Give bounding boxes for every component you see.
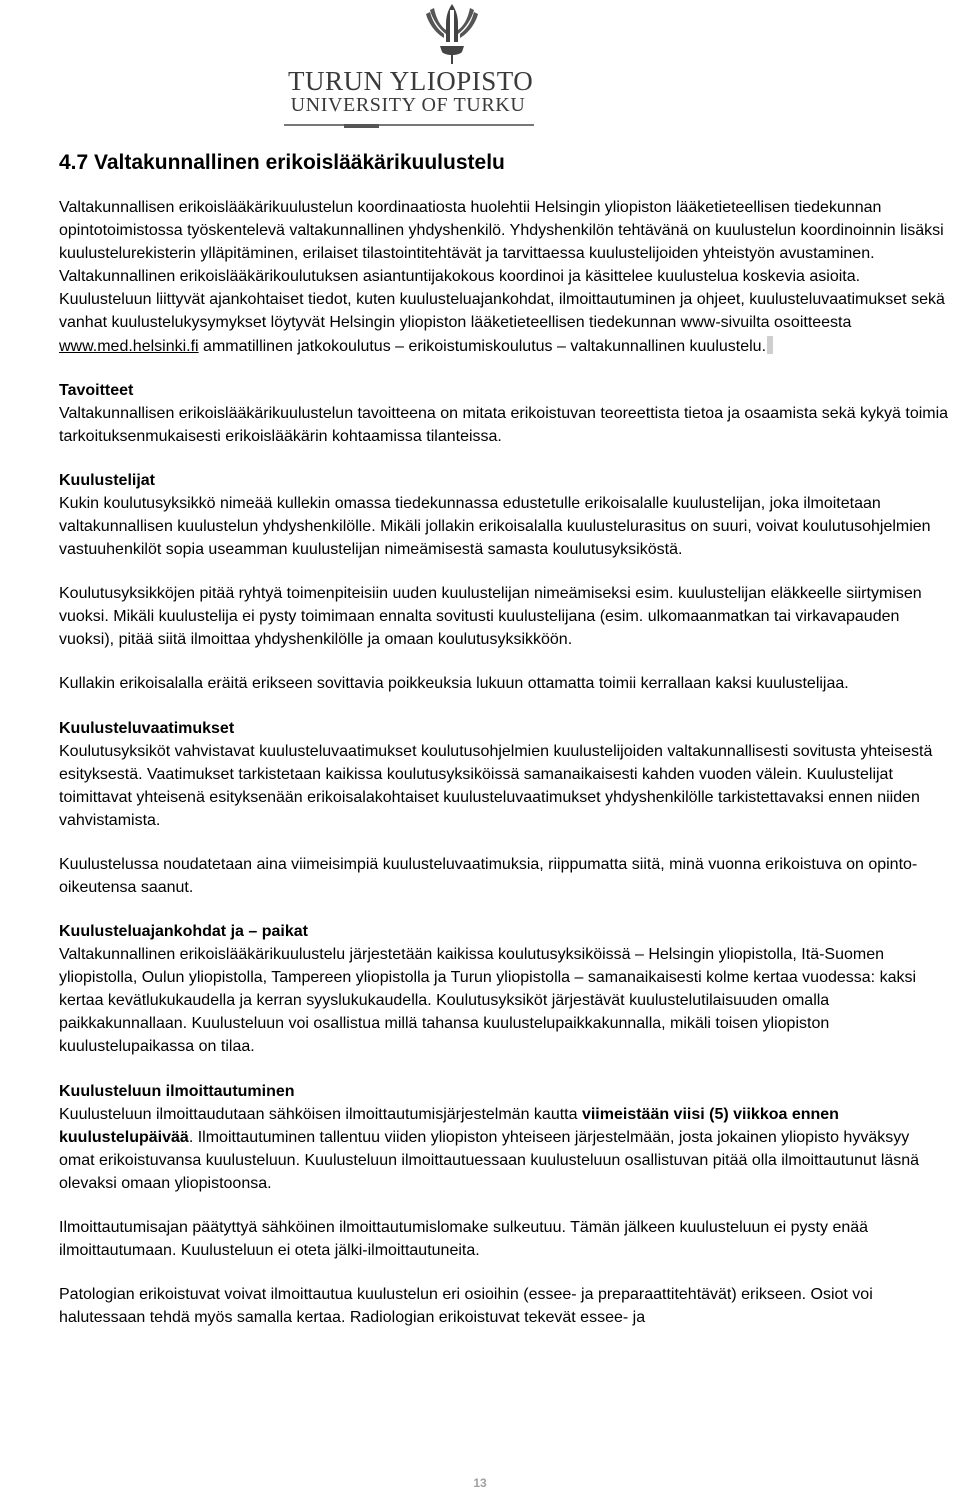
intro-text: Valtakunnallisen erikoislääkärikuulustelun koordinaatiosta huolehtii Helsingin yliopiston lääketieteellisen tiedekunnan opintotoimistossa työskentelevä valtakunnallinen yhdyshenkilö. Yhdyshenkilön tehtävänä on kuulustelun koordinoinnin lisäksi kuulustelurekisterin ylläpitäminen, erilaiset tilastointitehtävät ja tarvittaessa kuulustelijoiden yhteistyön avustaminen. Valtakunnallinen erikoislääkärikoulutuksen asiantuntijakokous koordinoi ja käsittelee kuulustelua koskevia asioita. Kuulusteluun liittyvät ajankohtaiset tiedot, kuten kuulusteluajankohdat, ilmoittautuminen ja ohjeet, kuulusteluvaatimukset sekä vanhat kuulustelukysymykset löytyvät Helsingin yliopiston lääketieteellisen tiedekunnan www-sivuilta osoitteesta: [59, 199, 945, 332]
page-number: 13: [473, 1476, 487, 1490]
vaatimukset-paragraph-2: Kuulustelussa noudatetaan aina viimeisimpiä kuulusteluvaatimuksia, riippumatta siitä, minä vuonna erikoistuva on opinto-oikeutensa saanut.: [59, 855, 918, 896]
heading-kuulusteluvaatimukset: Kuulusteluvaatimukset: [59, 719, 235, 737]
logo-divider: [284, 124, 534, 126]
logo-text-english: UNIVERSITY OF TURKU: [290, 94, 526, 116]
university-emblem-icon: [422, 2, 482, 66]
ilmoittautuminen-paragraph-3: Patologian erikoistuvat voivat ilmoittautua kuulustelun eri osioihin (essee- ja preparaattitehtävät) erikseen. Osiot voi halutessaan tehdä myös samalla kertaa. Radiologian erikoistuvat tekevät essee- ja: [59, 1286, 873, 1327]
ajankohdat-paragraph: Valtakunnallinen erikoislääkärikuulustelu järjestetään kaikissa koulutusyksiköissä – Helsingin yliopistolla, Itä-Suomen yliopistolla, Oulun yliopistolla, Tampereen yliopistolla ja Turun yliopistolla – samanaikaisesti kolme kertaa vuodessa: kaksi kertaa kevätlukukaudella ja kerran syyslukukaudella. Koulutusyksiköt järjestävät kuulustelutilaisuuden omalla paikkakunnallaan. Kuulusteluun voi osallistua millä tahansa kuulustelupaikkakunnalla, mikäli toisen yliopiston kuulustelupaikassa on tilaa.: [59, 946, 917, 1056]
kuulustelijat-paragraph-2: Koulutusyksikköjen pitää ryhtyä toimenpiteisiin uuden kuulustelijan nimeämiseksi esim. kuulustelijan eläkkeelle siirtymisen vuoksi. Mikäli kuulustelija ei pysty toimimaan ennalta sovitusti kuulustelijana (esim. ulkomaanmatkan tai virkavapauden vuoksi), pitää siitä ilmoittaa yhdyshenkilölle ja omaan koulutusyksikköön.: [59, 585, 922, 649]
kuulustelijat-paragraph-3: Kullakin erikoisalalla eräitä erikseen sovittavia poikkeuksia lukuun ottamatta toimii kerrallaan kaksi kuulustelijaa.: [59, 675, 849, 693]
section-title: 4.7 Valtakunnallinen erikoislääkärikuulustelu: [59, 151, 505, 174]
ilmoittautuminen-text-a: Kuulusteluun ilmoittaudutaan sähköisen ilmoittautumisjärjestelmän kautta: [59, 1105, 582, 1123]
med-helsinki-link[interactable]: www.med.helsinki.fi: [59, 337, 199, 355]
heading-tavoitteet: Tavoitteet: [59, 381, 134, 399]
kuulustelijat-paragraph-1: Kukin koulutusyksikkö nimeää kullekin omassa tiedekunnassa edustetulle erikoisalalle kuulustelijan, joka ilmoitetaan valtakunnallisen kuulustelun yhdyshenkilölle. Mikäli jollakin erikoisalalla kuulustelurasitus on suuri, voivat koulutusohjelmien vastuuhenkilöt sopia useamman kuulustelijan nimeämisestä samasta koulutusyksiköstä.: [59, 494, 931, 559]
university-logo: [284, 2, 534, 127]
document-body: [59, 150, 949, 1329]
logo-divider-accent: [344, 124, 379, 128]
heading-kuulustelijat: Kuulustelijat: [59, 471, 156, 489]
intro-text-end: ammatillinen jatkokoulutus – erikoistumiskoulutus – valtakunnallinen kuulustelu.: [198, 337, 767, 355]
text-cursor: [767, 336, 773, 354]
ilmoittautuminen-paragraph-2: Ilmoittautumisajan päätyttyä sähköinen ilmoittautumislomake sulkeutuu. Tämän jälkeen kuulusteluun ei pysty enää ilmoittautumaan. Kuulusteluun ei oteta jälki-ilmoittautuneita.: [59, 1218, 869, 1259]
logo-text-finnish: TURUN YLIOPISTO: [288, 66, 534, 96]
tavoitteet-paragraph: Valtakunnallisen erikoislääkärikuulustelun tavoitteena on mitata erikoistuvan teoreettista tietoa ja osaamista sekä kykyä toimia tarkoituksenmukaisesti erikoislääkärin kohtaamissa tilanteissa.: [59, 404, 949, 445]
ilmoittautuminen-paragraph-1: [59, 1103, 949, 1195]
deadline-emphasis: viimeistään viisi (5) viikkoa ennen kuulustelupäivää: [59, 1105, 839, 1146]
ilmoittautuminen-text-b: . Ilmoittautuminen tallentuu viiden yliopiston yhteiseen järjestelmään, josta jokainen yliopisto hyväksyy omat erikoistuvansa kuulusteluun. Kuulusteluun ilmoittautuessaan kuulusteluun osallistuvan pitää olla ilmoittautunut läsnä olevaksi omaan yliopistoonsa.: [59, 1128, 920, 1192]
heading-ilmoittautuminen: Kuulusteluun ilmoittautuminen: [59, 1082, 295, 1100]
intro-paragraph: [59, 196, 949, 358]
heading-ajankohdat: Kuulusteluajankohdat ja – paikat: [59, 923, 308, 941]
vaatimukset-paragraph-1: Koulutusyksiköt vahvistavat kuulusteluvaatimukset koulutusohjelmien kuulustelijoiden valtakunnallisesti sovitusta yhteisestä esityksestä. Vaatimukset tarkistetaan kaikissa koulutusyksiköissä samanaikaisesti kahden vuoden välein. Kuulustelijat toimittavat yhteisenä esityksenään erikoisalakohtaiset kuulusteluvaatimukset yhdyshenkilölle tarkistettavaksi ennen niiden vahvistamista.: [59, 742, 933, 829]
